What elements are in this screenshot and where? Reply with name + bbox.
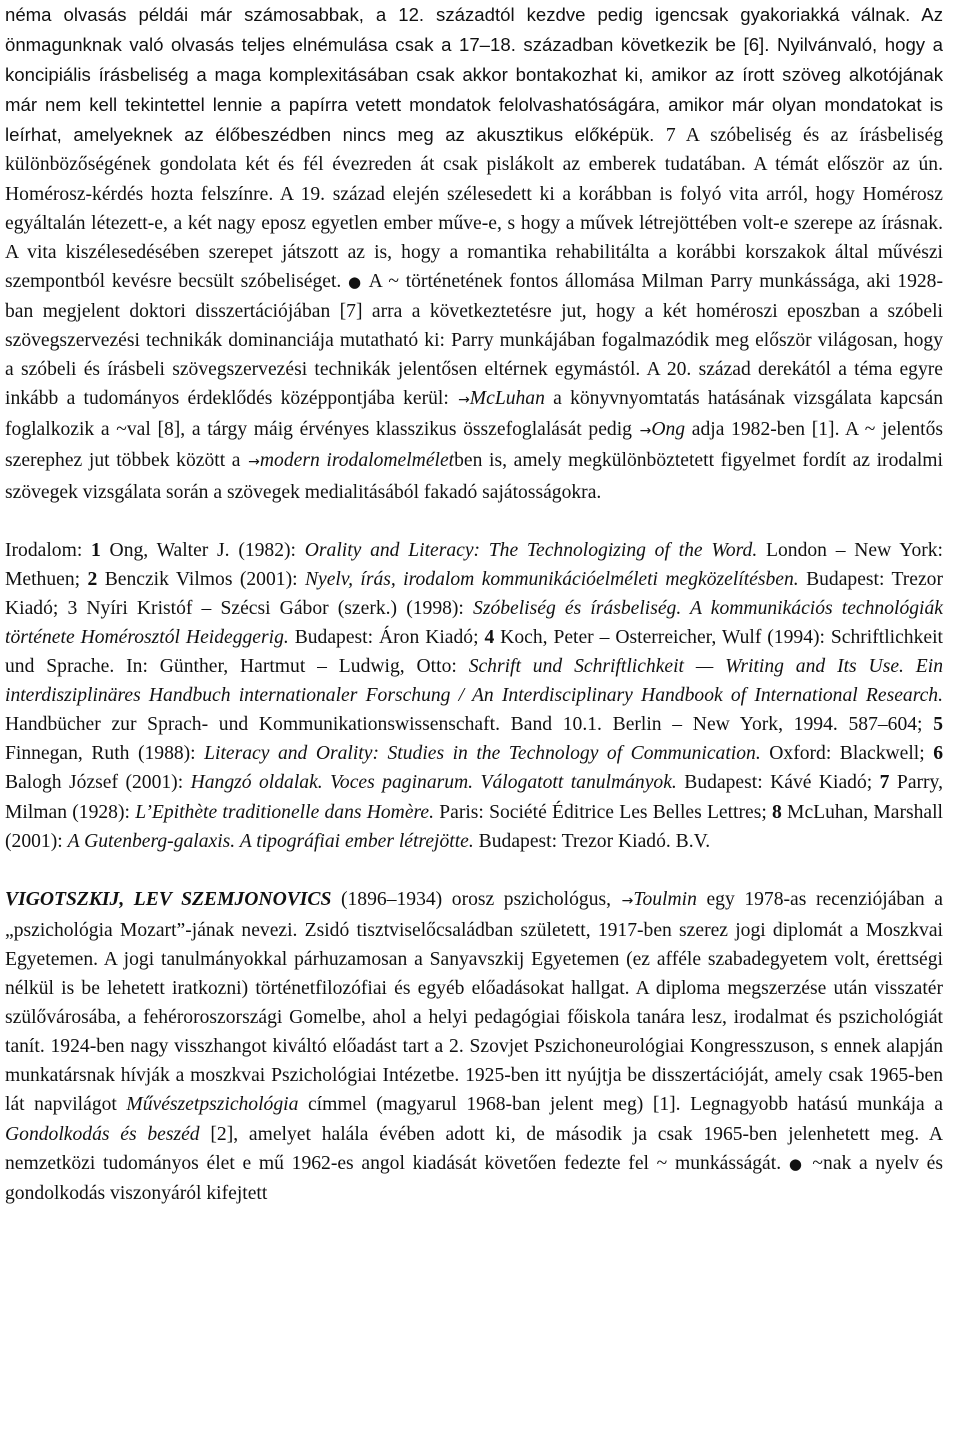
text-run: [2], amelyet halála évében adott ki, de második ja csak 1965-ben jelenhetett meg. A nemzetközi tudományos élet e mű 1962-es angol kiadását követően fedezte fel ~ munkásságát. xyxy=(5,1123,943,1174)
paragraph-vigotszkij xyxy=(5,885,943,1208)
cross-reference-arrow-icon: → xyxy=(639,423,652,440)
text-run: Parry, Milman (1928): xyxy=(5,772,943,823)
text-run: címmel (magyarul 1968-ban jelent meg) [1]. Legnagyobb hatású munkája a xyxy=(298,1094,943,1116)
text-run: Budapest: Trezor Kiadó. B.V. xyxy=(473,830,711,852)
text-run: adja 1982-ben [1]. A ~ jelentős szerephez jut többek között a xyxy=(5,419,943,472)
reference-number: 7 xyxy=(879,772,890,794)
text-run: Paris: Société Éditrice Les Belles Lettres; xyxy=(434,801,773,823)
text-run: Koch, Peter – Osterreicher, Wulf (1994): Schriftlichkeit und Sprache. In: Günther, Hartmut – Ludwig, Otto: xyxy=(5,626,943,678)
text-run: Finnegan, Ruth (1988): xyxy=(5,743,205,765)
reference-number: 6 xyxy=(933,743,943,765)
text-run: ben is, amely megkülönböztetett figyelmet fordít az irodalmi szövegek vizsgálata során a szövegek medialitásából fakadó sajátosságokra. xyxy=(5,450,943,503)
paragraph-irodalom xyxy=(5,536,943,856)
text-run: néma olvasás példái már számosabbak, a 12. századtól kezdve pedig igencsak gyakoriakká válnak. Az önmagunknak való olvasás teljes elnémulása csak a 17–18. században következik be [6]. Nyilvánvaló, hogy a koncipiális írásbeliség a maga komplexitásában csak akkor bontakozhat ki, amikor az írott szöveg alkotójának már nem kell tekintettel lennie a papírra vetett mondatok felolvashatóságára, amikor már olyan mondatokat is leírhat, amelyeknek az élőbeszédben nincs meg az akusztikus előképük. xyxy=(5,4,943,146)
italic-text: Gondolkodás és beszéd xyxy=(5,1123,200,1145)
bullet-icon: ● xyxy=(788,1154,805,1173)
italic-text: Művészetpszichológia xyxy=(126,1094,299,1116)
italic-text: Ong xyxy=(651,419,686,441)
italic-text: Schrift und Schriftlichkeit — Writing and Its Use. Ein interdisziplinäres Handbuch internationaler Forschung / An Interdisciplinary Handbook of International Research. xyxy=(5,656,943,707)
text-run: Budapest: Kávé Kiadó; xyxy=(676,772,880,794)
text-run: Oxford: Blackwell; xyxy=(760,743,934,765)
text-run: Balogh József (2001): xyxy=(5,772,191,794)
cross-reference-arrow-icon: → xyxy=(621,892,634,909)
text-run: Budapest: Áron Kiadó; xyxy=(288,626,485,648)
text-run: Budapest: Trezor Kiadó; 3 Nyíri Kristóf – Szécsi Gábor (szerk.) (1998): xyxy=(5,568,943,619)
italic-text: Orality and Literacy: The Technologizing of the Word. xyxy=(304,539,758,561)
text-run: Benczik Vilmos (2001): xyxy=(97,568,305,590)
italic-text: Szóbeliség és írásbeliség. A kommunikációs technológiák története Homérosztól Heideggerig. xyxy=(5,597,943,648)
text-run: a könyvnyomtatás hatásának vizsgálata kapcsán foglalkozik a ~val [8], a tárgy máig érvényes klasszikus összefoglalását pedig xyxy=(5,388,943,441)
text-run: 7 A szóbeliség és az írásbeliség különbözőségének gondolata két és fél évezreden át csak pislákolt az emberek tudatában. A témát először az ún. Homérosz-kérdés hozta felszínre. A 19. század elején szélesedett ki a korábban is folyó vita arról, hogy Homérosz egyáltalán létezett-e, a két nagy eposz egyetlen ember műve-e, s hogy a művek létrejöttében volt-e szerepe az írásnak. A vita kiszélesedésében szerepet játszott az is, hogy a romantika rehabilitálta a korábbi korszakok által művészi szempontból kevésre becsült szóbeliséget. xyxy=(5,125,943,292)
text-run: Handbücher zur Sprach- und Kommunikationswissenschaft. Band 10.1. Berlin – New York, 1994. 587–604; xyxy=(5,714,934,736)
reference-number: 2 xyxy=(87,568,98,590)
text-run: London – New York: Methuen; xyxy=(5,539,944,590)
italic-text: Hangzó oldalak. Voces paginarum. Válogatott tanulmányok. xyxy=(190,772,677,794)
text-run: (1896–1934) orosz pszichológus, xyxy=(331,888,621,910)
reference-number: 1 xyxy=(91,539,101,561)
text-run: A ~ történetének fontos állomása Milman Parry munkássága, aki 1928-ban megjelent doktori disszertációjában [7] arra a következtetésre jut, hogy a két homéroszi eposzban a szóbeli szövegszervezési technikák dominanciája mutatható ki: Parry munkájában fogalmazódik meg először világosan, hogy a szóbeli és írásbeli szövegszervezési technikák jelentősen eltérnek egymástól. A 20. század derekától a téma egyre inkább a tudományos érdeklődés középpontjába kerül: xyxy=(5,270,944,410)
text-run: Ong, Walter J. (1982): xyxy=(100,539,305,561)
italic-text: Literacy and Orality: Studies in the Technology of Communication. xyxy=(204,743,761,765)
entry-headword: VIGOTSZKIJ, LEV SZEMJONOVICS xyxy=(5,888,332,910)
text-run: egy 1978-as recenziójában a „pszichológia Mozart”-jának nevezi. Zsidó tisztviselőcsaládban született, 1917-ben szerez jogi diplomát a Moszkvai Egyetemen. A jogi tanulmányokkal párhuzamosan a Sanyavszkij Egyetemen (ez afféle szabadegyetem volt, érettségi nélkül is be lehetett iratkozni) történetfilozófiai és egyéb előadásokat hallgat. A diploma megszerzése után visszatér szülővárosába, a fehéroroszországi Gomelbe, ahol a helyi pedagógiai főiskola tanára lesz, irodalmat és pszichológiát tanít. 1924-ben nagy visszhangot kiváltó előadást tart a 2. Szovjet Pszichoneurológiai Kongresszuson, s ennek alapján munkatársnak hívják a moszkvai Pszichológiai Intézetbe. 1925-ben itt nyújtja be disszertációját, amely csak 1965-ben lát napvilágot xyxy=(5,888,944,1116)
reference-number: 5 xyxy=(933,714,943,736)
italic-text: Toulmin xyxy=(633,888,697,910)
cross-reference-arrow-icon: → xyxy=(458,392,470,409)
italic-text: modern irodalomelmélet xyxy=(259,450,455,472)
text-run: ~nak a nyelv és gondolkodás viszonyáról kifejtett xyxy=(5,1152,943,1204)
cross-reference-arrow-icon: → xyxy=(248,454,260,471)
text-run: Irodalom: xyxy=(5,539,92,561)
text-run: McLuhan, Marshall (2001): xyxy=(5,801,943,852)
italic-text: Nyelv, írás, irodalom kommunikációelméleti megközelítésben. xyxy=(304,568,799,590)
bullet-icon: ● xyxy=(348,272,363,291)
italic-text: A Gutenberg-galaxis. A tipográfiai ember létrejötte. xyxy=(67,830,474,852)
italic-text: L’Epithète traditionelle dans Homère. xyxy=(135,801,435,823)
reference-number: 4 xyxy=(484,626,495,648)
italic-text: McLuhan xyxy=(469,388,545,410)
reference-number: 8 xyxy=(772,801,782,823)
paragraph-oralitas xyxy=(5,0,943,507)
